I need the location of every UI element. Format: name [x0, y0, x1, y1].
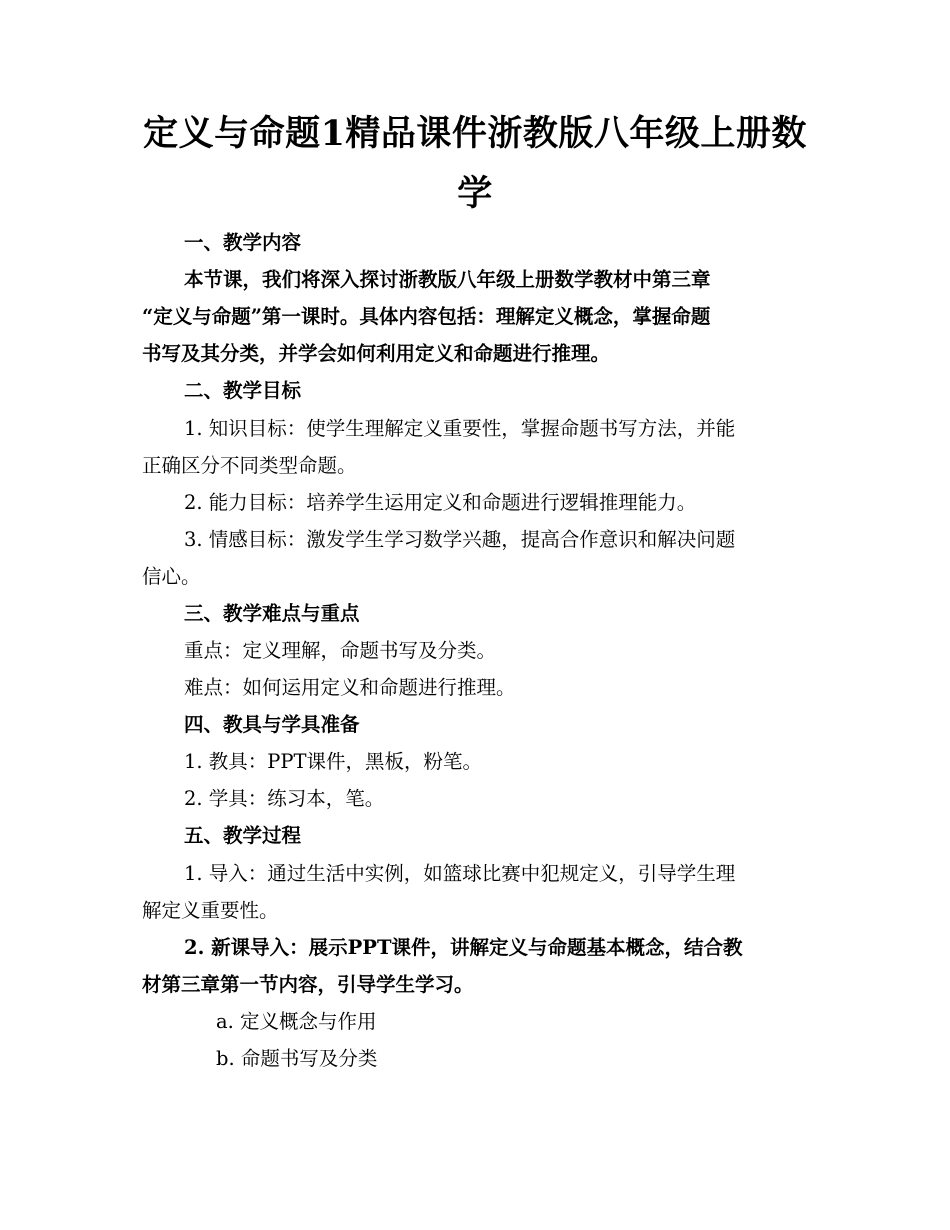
- content-paragraph-line-3: 书写及其分类，并学会如何利用定义和命题进行推理。: [142, 342, 611, 365]
- goal-item-2: 2. 能力目标：培养学生运用定义和命题进行逻辑推理能力。: [184, 491, 697, 514]
- document-title: [120, 104, 830, 224]
- goal-item-3-line-2: 信心。: [142, 565, 201, 588]
- goal-item-1-line-1: 1. 知识目标：使学生理解定义重要性，掌握命题书写方法，并能: [184, 417, 736, 440]
- section-heading-tools: 四、教具与学具准备: [184, 713, 360, 736]
- process-item-1-line-1: 1. 导入：通过生活中实例，如篮球比赛中犯规定义，引导学生理: [184, 862, 736, 885]
- section-heading-process: 五、教学过程: [184, 824, 302, 847]
- section-heading-goals: 二、教学目标: [184, 379, 302, 402]
- process-item-2-line-1: 2. 新课导入：展示PPT课件，讲解定义与命题基本概念，结合教: [184, 936, 743, 959]
- key-point: 重点：定义理解，命题书写及分类。: [184, 639, 497, 662]
- tools-item-2: 2. 学具：练习本，笔。: [184, 787, 385, 810]
- title-line-1: 定义与命题1精品课件浙教版八年级上册数: [143, 113, 807, 154]
- goal-item-3-line-1: 3. 情感目标：激发学生学习数学兴趣，提高合作意识和解决问题: [184, 528, 736, 551]
- section-heading-difficulties: 三、教学难点与重点: [184, 602, 360, 625]
- process-item-2-line-2: 材第三章第一节内容，引导学生学习。: [142, 973, 474, 996]
- process-sub-item-b: b. 命题书写及分类: [216, 1047, 378, 1070]
- content-paragraph-line-2: “定义与命题”第一课时。具体内容包括：理解定义概念，掌握命题: [142, 305, 711, 328]
- process-item-1-line-2: 解定义重要性。: [142, 899, 279, 922]
- goal-item-1-line-2: 正确区分不同类型命题。: [142, 454, 357, 477]
- section-heading-content: 一、教学内容: [184, 231, 302, 254]
- title-line-2: 学: [457, 173, 493, 214]
- tools-item-1: 1. 教具：PPT课件，黑板，粉笔。: [184, 750, 483, 773]
- content-paragraph-line-1: 本节课，我们将深入探讨浙教版八年级上册数学教材中第三章: [184, 268, 711, 291]
- process-sub-item-a: a. 定义概念与作用: [216, 1010, 377, 1033]
- difficult-point: 难点：如何运用定义和命题进行推理。: [184, 676, 516, 699]
